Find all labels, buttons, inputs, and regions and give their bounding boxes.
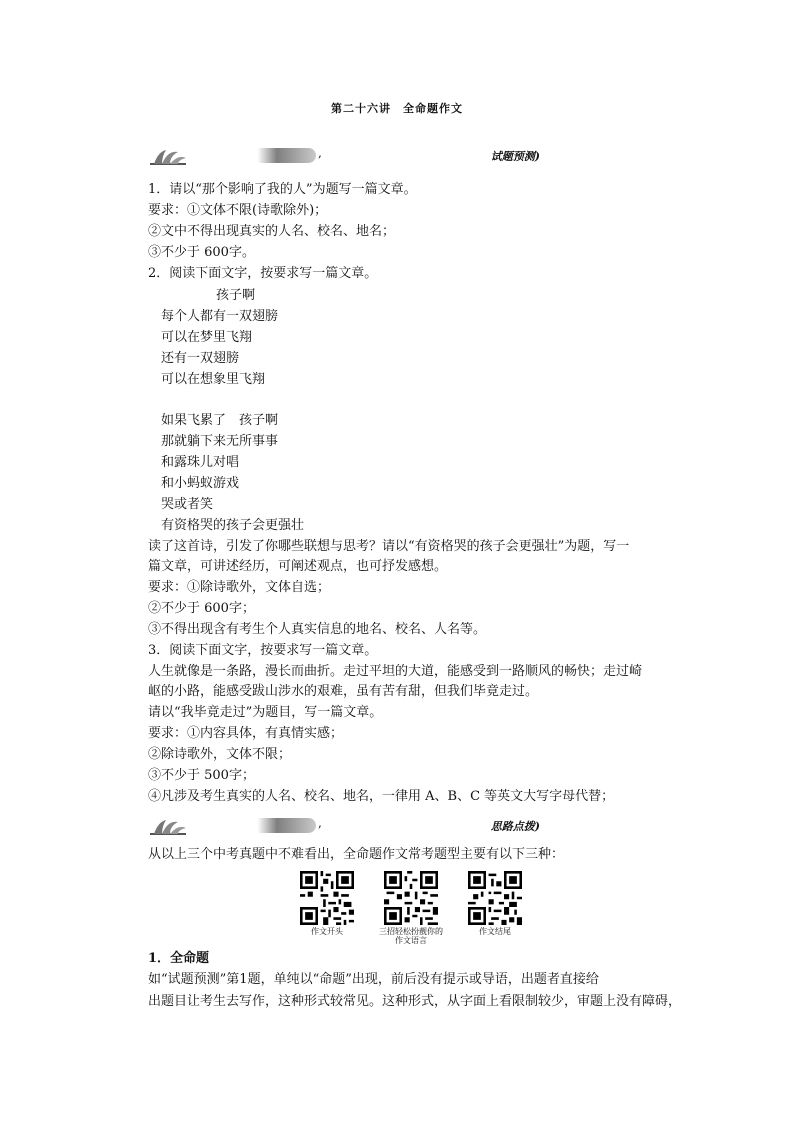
poem-line: 哭或者笑 bbox=[161, 497, 214, 512]
poem-line: 和露珠儿对唱 bbox=[161, 455, 240, 470]
banner-pill bbox=[186, 818, 316, 833]
poem-title: 孩子啊 bbox=[216, 288, 256, 303]
q3-requirement: ④凡涉及考生真实的人名、校名、地名，一律用 A、B、C 等英文大写字母代替； bbox=[148, 789, 615, 804]
question-1-title: 1．请以“那个影响了我的人”为题写一篇文章。 bbox=[148, 182, 417, 197]
poem-line: 有资格哭的孩子会更强壮 bbox=[161, 518, 305, 533]
q1-requirement: ③不少于 600字。 bbox=[148, 245, 255, 260]
section-heading: 1．全命题 bbox=[148, 951, 210, 966]
paragraph: 出题目让考生去写作，这种形式较常见。这种形式，从字面上看限制较少，审题上没有障碍， bbox=[148, 994, 682, 1009]
poem-line: 可以在梦里飞翔 bbox=[161, 330, 253, 345]
q3-requirement: 要求：①内容具体，有真情实感； bbox=[148, 726, 344, 741]
q1-requirement: ②文中不得出现真实的人名、校名、地名； bbox=[148, 224, 396, 239]
q2-requirement: ③不得出现含有考生个人真实信息的地名、校名、人名等。 bbox=[148, 622, 487, 637]
question-2-title: 2．阅读下面文字，按要求写一篇文章。 bbox=[148, 266, 378, 281]
poem-line: 可以在想象里飞翔 bbox=[161, 372, 266, 387]
qr-code-icon[interactable] bbox=[300, 871, 354, 925]
q1-requirement: 要求：①文体不限(诗歌除外)； bbox=[148, 203, 328, 218]
analysis-intro: 从以上三个中考真题中不难看出，全命题作文常考题型主要有以下三种： bbox=[148, 847, 565, 862]
banner-label: 思路点拨) bbox=[490, 820, 540, 833]
qr-code-icon[interactable] bbox=[468, 871, 522, 925]
poem-line: 如果飞累了 孩子啊 bbox=[161, 413, 279, 428]
paragraph: 如“试题预测”第1题，单纯以“命题”出现，前后没有提示或导语，出题者直接给 bbox=[148, 972, 599, 987]
poem-line: 和小蚂蚁游戏 bbox=[161, 476, 240, 491]
qr-caption: 作文结尾 bbox=[479, 927, 511, 936]
paragraph: 请以“我毕竟走过”为题目，写一篇文章。 bbox=[148, 705, 383, 720]
paragraph: 人生就像是一条路，漫长而曲折。走过平坦的大道，能感受到一路顺风的畅快；走过崎 bbox=[148, 664, 643, 679]
section-banner-prediction bbox=[148, 146, 540, 166]
fan-decoration-icon bbox=[148, 146, 188, 166]
poem-line: 那就躺下来无所事事 bbox=[161, 434, 279, 449]
paragraph: 读了这首诗，引发了你哪些联想与思考？请以“有资格哭的孩子会更强壮”为题，写一 bbox=[148, 539, 630, 554]
question-3-title: 3．阅读下面文字，按要求写一篇文章。 bbox=[148, 643, 378, 658]
q3-requirement: ③不少于 500字； bbox=[148, 768, 255, 783]
banner-comma: , bbox=[318, 816, 322, 830]
banner-label: 试题预测) bbox=[490, 150, 540, 163]
banner-pill bbox=[186, 148, 316, 163]
banner-comma: , bbox=[318, 146, 322, 160]
q2-requirement: ②不少于 600字； bbox=[148, 601, 255, 616]
section-banner-hints bbox=[148, 816, 540, 836]
qr-caption: 三招轻松扮靓你的作文语言 bbox=[379, 927, 443, 945]
q3-requirement: ②除诗歌外，文体不限； bbox=[148, 747, 292, 762]
qr-code-icon[interactable] bbox=[384, 871, 438, 925]
qr-caption: 作文开头 bbox=[311, 927, 343, 936]
fan-decoration-icon bbox=[148, 816, 188, 836]
paragraph: 岖的小路，能感受跋山涉水的艰难，虽有苦有甜，但我们毕竟走过。 bbox=[148, 684, 539, 699]
poem-line: 每个人都有一双翅膀 bbox=[161, 309, 279, 324]
poem-line: 还有一双翅膀 bbox=[161, 351, 240, 366]
q2-requirement: 要求：①除诗歌外，文体自选； bbox=[148, 580, 331, 595]
paragraph: 篇文章，可讲述经历，可阐述观点，也可抒发感想。 bbox=[148, 559, 448, 574]
page-title: 第二十六讲 全命题作文 bbox=[331, 102, 463, 115]
qr-code-row bbox=[0, 871, 794, 951]
